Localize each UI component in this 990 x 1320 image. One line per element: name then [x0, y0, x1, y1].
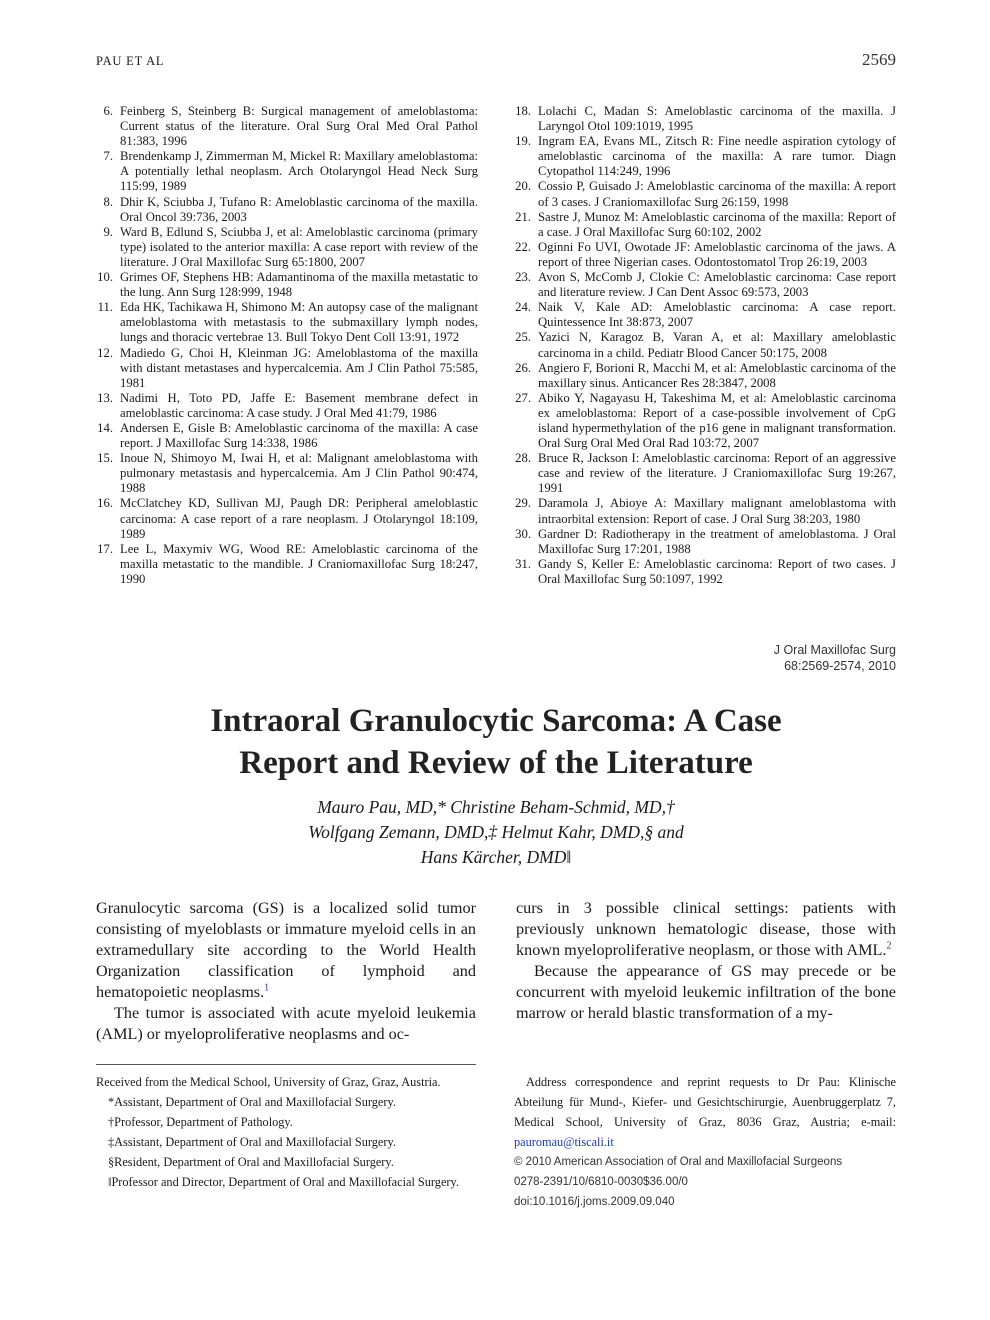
footnote-assistant-2: ‡Assistant, Department of Oral and Maxillofacial Surgery.: [108, 1135, 396, 1149]
reference-item: [514, 391, 896, 451]
reference-number: 10.: [97, 270, 113, 285]
reference-number: 11.: [97, 300, 113, 315]
reference-number: 15.: [97, 451, 113, 466]
references-left-column: [96, 104, 478, 587]
page-number: 2569: [862, 50, 896, 69]
reference-item: [514, 300, 896, 330]
reference-item: [96, 104, 478, 149]
reference-text: Dhir K, Sciubba J, Tufano R: Ameloblastic carcinoma of the maxilla. Oral Oncol 39:736, 2003: [120, 194, 478, 224]
reference-item: [514, 134, 896, 179]
authors: [96, 795, 896, 870]
reference-item: [96, 496, 478, 541]
body-paragraph-1: Granulocytic sarcoma (GS) is a localized solid tumor consisting of myeloblasts or immature myeloid cells in an extramedullary site according to the World Health Organization classification of lymphoid and hematopoietic neoplasms.$^1$: [96, 899, 476, 1001]
reference-item: [96, 149, 478, 194]
reference-number: 28.: [515, 451, 531, 466]
reference-item: [514, 330, 896, 360]
reference-text: Yazici N, Karagoz B, Varan A, et al: Maxillary ameloblastic carcinoma in a child. Pediatr Blood Cancer 50:175, 2008: [538, 330, 896, 360]
body-column-right: [516, 898, 896, 1024]
references-right-column: [514, 104, 896, 587]
reference-text: Daramola J, Abioye A: Maxillary malignant ameloblastoma with intraorbital extension: Report of case. J Oral Surg 38:203, 1980: [538, 496, 896, 526]
reference-number: 23.: [515, 270, 531, 285]
title-line-1: Intraoral Granulocytic Sarcoma: A Case: [210, 703, 782, 739]
reference-item: [514, 179, 896, 209]
body-paragraph-3: Because the appearance of GS may precede or be concurrent with myeloid leukemic infiltration of the bone marrow or herald blastic transformation of a my-: [516, 962, 896, 1022]
reference-number: 20.: [515, 179, 531, 194]
reference-text: Lee L, Maxymiv WG, Wood RE: Ameloblastic carcinoma of the maxilla metastatic to the mandible. J Craniomaxillofac Surg 18:247, 1990: [120, 541, 478, 586]
citation-journal: J Oral Maxillofac Surg: [773, 643, 896, 657]
reference-number: 14.: [97, 420, 113, 435]
authors-line-1: Mauro Pau, MD,* Christine Beham-Schmid, MD,†: [317, 797, 675, 817]
footnote-professor-pathology: †Professor, Department of Pathology.: [108, 1115, 293, 1129]
reference-number: 29.: [515, 496, 531, 511]
reference-item: [514, 240, 896, 270]
reference-item: [514, 496, 896, 526]
reference-item: [514, 527, 896, 557]
ref-link-2[interactable]: 2: [886, 940, 892, 952]
reference-text: Bruce R, Jackson I: Ameloblastic carcinoma: Report of an aggressive case and review of the literature. J Craniomaxillofac Surg 19:267, 1991: [538, 451, 896, 496]
reference-item: [96, 391, 478, 421]
article-title: [96, 700, 896, 784]
reference-number: 27.: [515, 390, 531, 405]
reference-text: Ward B, Edlund S, Sciubba J, et al: Ameloblastic carcinoma (primary type) isolated to the anterior maxilla: A case report with review of the literature. J Oral Maxillofac Surg 65:1800, 2007: [120, 224, 478, 269]
reference-number: 24.: [515, 300, 531, 315]
reference-item: [514, 270, 896, 300]
issn-line: 0278-2391/10/6810-0030$36.00/0: [514, 1176, 688, 1188]
title-line-2: Report and Review of the Literature: [239, 745, 753, 781]
reference-number: 12.: [97, 345, 113, 360]
running-head: PAU ET AL: [96, 54, 165, 68]
reference-text: McClatchey KD, Sullivan MJ, Paugh DR: Peripheral ameloblastic carcinoma: A case report of a rare neoplasm. J Otolaryngol 18:109, 1989: [120, 496, 478, 541]
reference-text: Inoue N, Shimoyo M, Iwai H, et al: Malignant ameloblastoma with pulmonary metastasis and hypercalcemia. Am J Clin Pathol 90:474, 1988: [120, 451, 478, 496]
reference-number: 13.: [97, 390, 113, 405]
reference-item: [96, 421, 478, 451]
reference-number: 30.: [515, 526, 531, 541]
reference-number: 21.: [515, 209, 531, 224]
reference-number: 31.: [515, 556, 531, 571]
journal-citation: [774, 643, 896, 674]
reference-item: [96, 300, 478, 345]
body-column-left: [96, 898, 476, 1045]
correspondence-footnotes: [514, 1072, 896, 1212]
reference-item: [514, 451, 896, 496]
reference-number: 7.: [103, 149, 113, 164]
reference-number: 26.: [515, 360, 531, 375]
reference-text: Naik V, Kale AD: Ameloblastic carcinoma: A case report. Quintessence Int 38:873, 2007: [538, 300, 896, 330]
citation-volume: 68:2569-2574, 2010: [784, 658, 896, 673]
copyright-line: © 2010 American Association of Oral and Maxillofacial Surgeons: [514, 1156, 843, 1168]
reference-item: [514, 210, 896, 240]
reference-text: Madiedo G, Choi H, Kleinman JG: Ameloblastoma of the maxilla with distant metastases and hypercalcemia. Am J Clin Pathol 75:585, 1981: [120, 345, 478, 390]
reference-item: [96, 542, 478, 587]
reference-text: Angiero F, Borioni R, Macchi M, et al: Ameloblastic carcinoma of the maxillary sinus. Anticancer Res 28:3847, 2008: [538, 360, 896, 390]
reference-number: 18.: [515, 104, 531, 118]
reference-text: Feinberg S, Steinberg B: Surgical management of ameloblastoma: Current status of the literature. Oral Surg Oral Med Oral Pathol 81:383, 1996: [120, 104, 478, 149]
ref-link-1[interactable]: 1: [264, 982, 270, 994]
reference-text: Gandy S, Keller E: Ameloblastic carcinoma: Report of two cases. J Oral Maxillofac Surg 50:1097, 1992: [538, 556, 896, 586]
reference-item: [96, 451, 478, 496]
reference-text: Avon S, McComb J, Clokie C: Ameloblastic carcinoma: Case report and literature review. J Can Dent Assoc 69:573, 2003: [538, 270, 896, 300]
reference-text: Grimes OF, Stephens HB: Adamantinoma of the maxilla metastatic to the lung. Ann Surg 128:999, 1948: [120, 270, 478, 300]
footnote-resident: §Resident, Department of Oral and Maxillofacial Surgery.: [108, 1155, 394, 1169]
footnote-assistant: *Assistant, Department of Oral and Maxillofacial Surgery.: [108, 1095, 396, 1109]
reference-number: 8.: [103, 194, 113, 209]
reference-number: 16.: [97, 496, 113, 511]
reference-text: Brendenkamp J, Zimmerman M, Mickel R: Maxillary ameloblastoma: A potentially lethal neoplasm. Arch Otolaryngol Head Neck Surg 115:99, 1989: [120, 149, 478, 194]
reference-text: Andersen E, Gisle B: Ameloblastic carcinoma of the maxilla: A case report. J Maxillofac Surg 14:338, 1986: [120, 420, 478, 451]
reference-text: Sastre J, Munoz M: Ameloblastic carcinoma of the maxilla: Report of a case. J Oral Maxillofac Surg 60:102, 2002: [538, 209, 896, 239]
reference-number: 25.: [515, 330, 531, 345]
authors-line-3: Hans Kärcher, DMD‖: [420, 847, 572, 867]
received-note: Received from the Medical School, University of Graz, Graz, Austria.: [96, 1075, 441, 1089]
reference-text: Ingram EA, Evans ML, Zitsch R: Fine needle aspiration cytology of ameloblastic carcinoma of the maxilla: A rare tumor. Diagn Cytopathol 114:249, 1996: [538, 134, 896, 179]
footnote-rule: [96, 1064, 476, 1065]
footnote-director: ‖Professor and Director, Department of Oral and Maxillofacial Surgery.: [108, 1175, 459, 1189]
reference-item: [96, 270, 478, 300]
reference-text: Oginni Fo UVI, Owotade JF: Ameloblastic carcinoma of the jaws. A report of three Nigerian cases. Odontostomatol Trop 26:19, 2003: [538, 239, 896, 269]
reference-item: [96, 225, 478, 270]
reference-item: [514, 104, 896, 134]
reference-text: Abiko Y, Nagayasu H, Takeshima M, et al: Ameloblastic carcinoma ex ameloblastoma: Report of a case-possible involvement of CpG island hypermethylation of the p16 gene in malignant transformation. Oral Surg Oral Med Oral Rad 103:72, 2007: [538, 390, 896, 451]
body-paragraph-2-end: curs in 3 possible clinical settings: patients with previously unknown hematologic disease, those with known myeloproliferative neoplasm, or those with AML.$^2$: [516, 899, 896, 959]
reference-text: Gardner D: Radiotherapy in the treatment of ameloblastoma. J Oral Maxillofac Surg 17:201, 1988: [538, 526, 896, 556]
reference-number: 17.: [97, 541, 113, 556]
body-paragraph-2-start: The tumor is associated with acute myeloid leukemia (AML) or myeloproliferative neoplasms and oc-: [96, 1004, 476, 1043]
email-link[interactable]: pauromau@tiscali.it: [514, 1135, 614, 1149]
reference-text: Cossio P, Guisado J: Ameloblastic carcinoma of the maxilla: A report of 3 cases. J Craniomaxillofac Surg 26:159, 1998: [538, 179, 896, 209]
reference-item: [96, 346, 478, 391]
affiliation-footnotes: [96, 1072, 478, 1192]
reference-item: [96, 195, 478, 225]
reference-number: 6.: [103, 104, 113, 118]
reference-text: Eda HK, Tachikawa H, Shimono M: An autopsy case of the malignant ameloblastoma with metastasis to the submaxillary lymph nodes, lungs and thoracic vertebrae 13. Bull Tokyo Dent Coll 13:91, 1972: [120, 300, 478, 345]
authors-line-2: Wolfgang Zemann, DMD,‡ Helmut Kahr, DMD,§ and: [308, 822, 684, 842]
reference-text: Nadimi H, Toto PD, Jaffe E: Basement membrane defect in ameloblastic carcinoma: A case study. J Oral Med 41:79, 1986: [120, 390, 478, 420]
reference-item: [514, 557, 896, 587]
correspondence-note: Address correspondence and reprint requests to Dr Pau: Klinische Abteilung für Mund-, Kiefer- und Gesichtschirurgie, Auenbruggerplatz 7, Medical School, University of Graz, 8036 Graz, Austria; e-mail: pauromau@tiscali.it: [514, 1075, 896, 1149]
reference-number: 9.: [103, 224, 113, 239]
reference-item: [514, 361, 896, 391]
reference-number: 19.: [515, 134, 531, 149]
reference-text: Lolachi C, Madan S: Ameloblastic carcinoma of the maxilla. J Laryngol Otol 109:1019, 1995: [538, 104, 896, 134]
reference-number: 22.: [515, 239, 531, 254]
doi-line: doi:10.1016/j.joms.2009.09.040: [514, 1196, 675, 1208]
